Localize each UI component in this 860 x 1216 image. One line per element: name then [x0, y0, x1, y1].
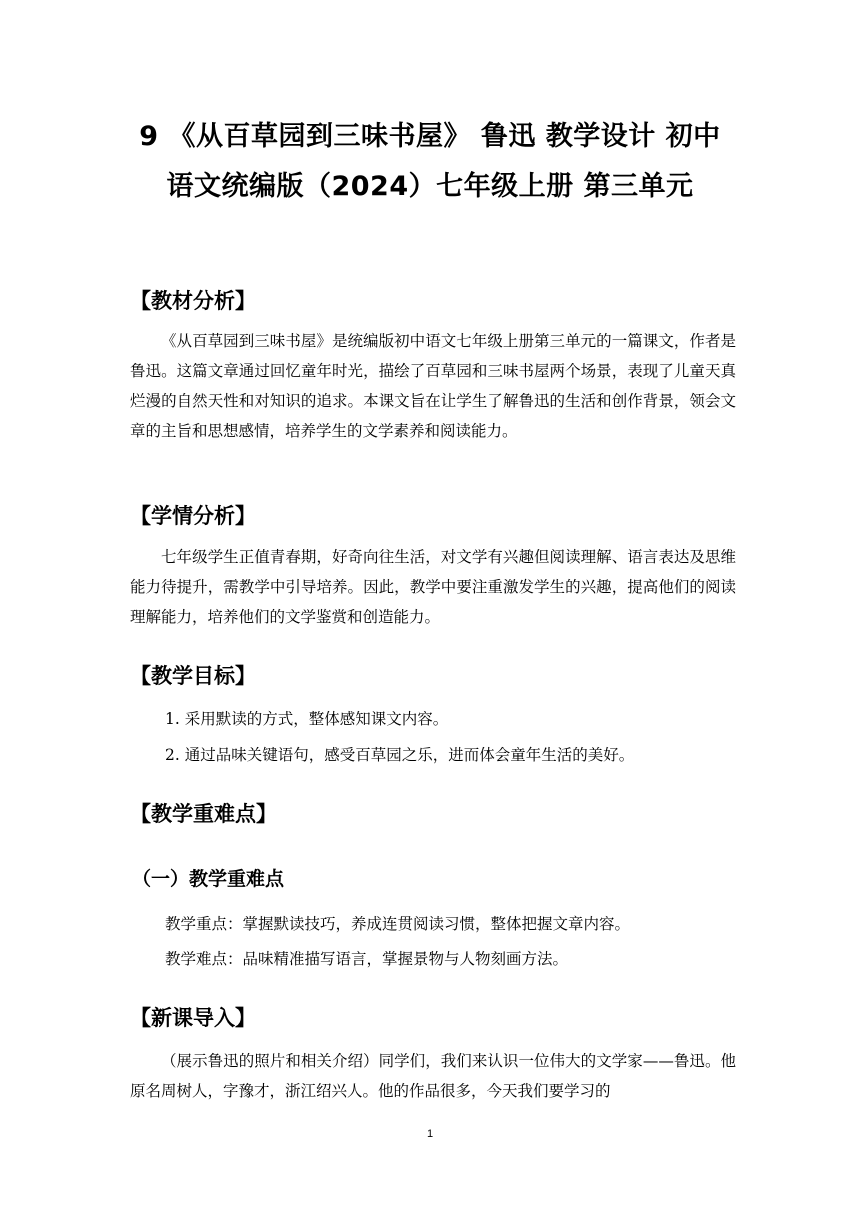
- paragraph-student-analysis: 七年级学生正值青春期，好奇向往生活，对文学有兴趣但阅读理解、语言表达及思维能力待提升，需教学中引导培养。因此，教学中要注重激发学生的兴趣，提高他们的阅读理解能力，培养他们的文学鉴赏和创造能力。: [130, 548, 736, 626]
- document-title: [100, 112, 760, 212]
- paragraph-introduction: （展示鲁迅的照片和相关介绍）同学们，我们来认识一位伟大的文学家——鲁迅。他原名周树人，字豫才，浙江绍兴人。他的作品很多，今天我们要学习的: [130, 1052, 736, 1100]
- heading-teaching-goals: 【教学目标】: [130, 664, 256, 688]
- heading-introduction: 【新课导入】: [130, 1006, 256, 1030]
- heading-key-difficulties: 【教学重难点】: [130, 802, 277, 826]
- goal-item-1: 1. 采用默读的方式，整体感知课文内容。: [165, 710, 449, 728]
- subheading-key-difficulties: （一）教学重难点: [132, 868, 285, 890]
- teaching-difficulty: 教学难点：品味精准描写语言，掌握景物与人物刻画方法。: [165, 950, 569, 968]
- title-line-1: 9 《从百草园到三味书屋》 鲁迅 教学设计 初中: [139, 121, 721, 152]
- teaching-focus: 教学重点：掌握默读技巧，养成连贯阅读习惯，整体把握文章内容。: [165, 915, 631, 933]
- title-line-2: 语文统编版（2024）七年级上册 第三单元: [166, 171, 694, 202]
- page-number: 1: [426, 1128, 434, 1140]
- goal-item-2: 2. 通过品味关键语句，感受百草园之乐，进而体会童年生活的美好。: [165, 746, 635, 764]
- paragraph-material-analysis: 《从百草园到三味书屋》是统编版初中语文七年级上册第三单元的一篇课文，作者是鲁迅。这篇文章通过回忆童年时光，描绘了百草园和三味书屋两个场景，表现了儿童天真烂漫的自然天性和对知识的追求。本课文旨在让学生了解鲁迅的生活和创作背景，领会文章的主旨和思想感情，培养学生的文学素养和阅读能力。: [130, 332, 736, 440]
- heading-material-analysis: 【教材分析】: [130, 289, 256, 313]
- heading-student-analysis: 【学情分析】: [130, 504, 256, 528]
